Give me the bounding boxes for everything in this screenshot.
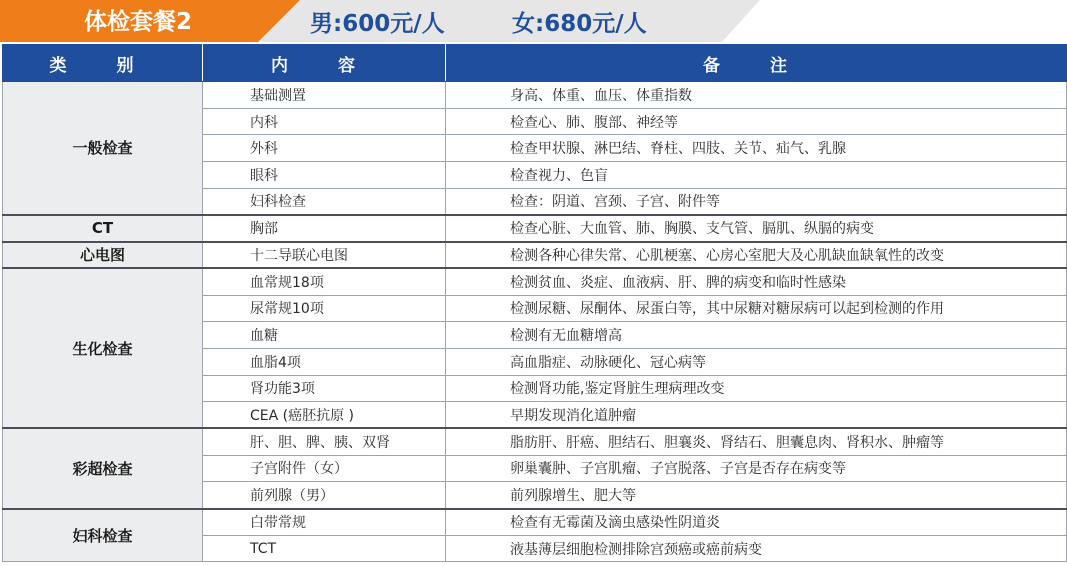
content-cell: TCT [203,535,446,562]
note-cell: 卵巢囊肿、子宫肌瘤、子宫脱落、子宫是否存在病变等 [446,455,1067,482]
content-cell: 肾功能3项 [203,375,446,402]
note-cell: 检查甲状腺、淋巴结、脊柱、四肢、关节、疝气、乳腺 [446,135,1067,162]
note-cell: 检测尿糖、尿酮体、尿蛋白等，其中尿糖对糖尿病可以起到检测的作用 [446,295,1067,322]
note-cell: 脂肪肝、肝癌、胆结石、胆襄炎、肾结石、胆囊息肉、肾积水、肿瘤等 [446,428,1067,455]
category-cell: 彩超检查 [3,428,203,508]
content-cell: 妇科检查 [203,188,446,215]
content-cell: 眼科 [203,162,446,189]
package-header [0,0,1067,42]
column-header-content: 内 容 [203,45,446,82]
note-cell: 检测有无血糖增高 [446,322,1067,349]
table-body [3,82,1067,562]
table-row [3,215,1067,242]
content-cell: 基础测置 [203,82,446,109]
column-header-notes: 备 注 [446,45,1067,82]
note-cell: 检测肾功能,鉴定肾脏生理病理改变 [446,375,1067,402]
note-cell: 高血脂症、动脉硬化、冠心病等 [446,348,1067,375]
content-cell: 肝、胆、脾、胰、双肾 [203,428,446,455]
content-cell: 前列腺（男） [203,482,446,509]
content-cell: 胸部 [203,215,446,242]
category-cell: 妇科检查 [3,509,203,562]
note-cell: 液基薄层细胞检测排除宫颈癌或癌前病变 [446,535,1067,562]
content-cell: 血糖 [203,322,446,349]
category-cell: CT [3,215,203,242]
note-cell: 检测贫血、炎症、血液病、肝、脾的病变和临时性感染 [446,268,1067,295]
category-cell: 心电图 [3,242,203,269]
content-cell: CEA (癌胚抗原 ) [203,402,446,429]
note-cell: 检查：阴道、宫颈、子宫、附件等 [446,188,1067,215]
exam-table [2,44,1067,562]
category-cell: 生化检查 [3,268,203,428]
price-male: 男:600元/人 [310,11,445,37]
content-cell: 血脂4项 [203,348,446,375]
note-cell: 检查视力、色盲 [446,162,1067,189]
content-cell: 白带常规 [203,509,446,536]
table-header-row [3,45,1067,82]
content-cell: 血常规18项 [203,268,446,295]
table-row [3,428,1067,455]
table-row [3,82,1067,109]
package-title: 体检套餐2 [84,9,193,35]
note-cell: 身高、体重、血压、体重指数 [446,82,1067,109]
category-cell: 一般检查 [3,82,203,215]
content-cell: 尿常规10项 [203,295,446,322]
column-header-category: 类 别 [3,45,203,82]
table-row [3,242,1067,269]
content-cell: 十二导联心电图 [203,242,446,269]
note-cell: 检查心脏、大血管、肺、胸膜、支气管、膈肌、纵膈的病变 [446,215,1067,242]
note-cell: 检查有无霉菌及滴虫感染性阴道炎 [446,509,1067,536]
table-row [3,509,1067,536]
note-cell: 前列腺增生、肥大等 [446,482,1067,509]
table-row [3,268,1067,295]
price-female: 女:680元/人 [512,11,647,37]
content-cell: 子宫附件（女） [203,455,446,482]
content-cell: 内科 [203,108,446,135]
note-cell: 早期发现消化道肿瘤 [446,402,1067,429]
note-cell: 检测各种心律失常、心肌梗塞、心房心室肥大及心肌缺血缺氧性的改变 [446,242,1067,269]
note-cell: 检查心、肺、腹部、神经等 [446,108,1067,135]
content-cell: 外科 [203,135,446,162]
